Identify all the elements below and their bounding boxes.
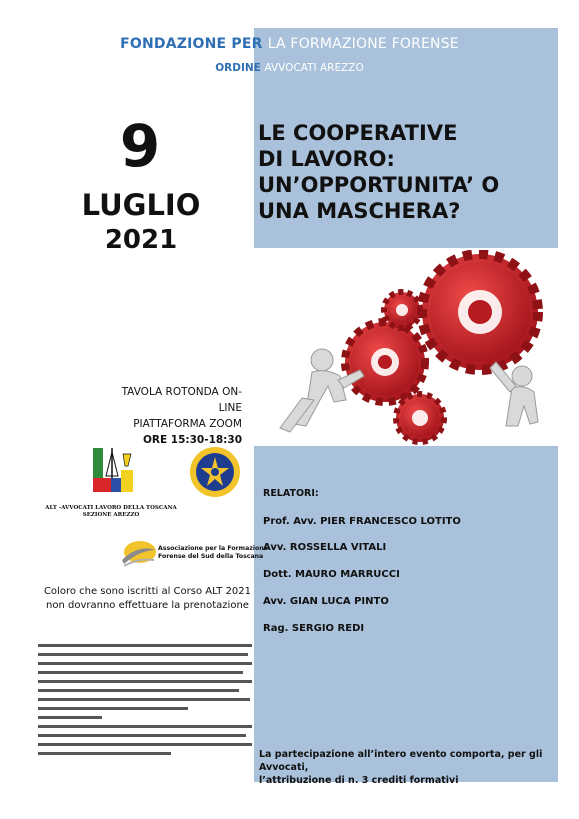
alt-course-notice: [40, 585, 255, 613]
event-platform: PIATTAFORMA ZOOM: [133, 418, 242, 430]
fine-print-line: [38, 689, 239, 692]
fine-print-line: [38, 734, 246, 737]
notice-line-2: non dovranno effettuare la prenotazione: [46, 600, 249, 611]
gear-small-icon: [384, 292, 420, 328]
association-name-line-1: Associazione per la Formazione: [158, 545, 268, 552]
speaker-item: Avv. ROSSELLA VITALI: [263, 542, 387, 553]
event-format: TAVOLA ROTONDA ON-LINE: [121, 386, 242, 414]
title-line-1: LE COOPERATIVE: [258, 121, 458, 145]
notice-line-1: Coloro che sono iscritti al Corso ALT 2021: [43, 586, 252, 597]
fine-print-line: [38, 743, 252, 746]
alt-caption: [36, 505, 186, 519]
credits-note: [259, 748, 551, 787]
fine-print-line: [38, 671, 243, 674]
speaker-item: Dott. MAURO MARRUCCI: [263, 569, 400, 580]
credits-line-1: La partecipazione all’intero evento comporta, per gli Avvocati,: [259, 749, 543, 773]
association-logo-icon: [118, 536, 158, 570]
foundation-seal-icon: [189, 446, 241, 498]
foundation-name-part2: LA FORMAZIONE FORENSE: [267, 36, 459, 52]
association-name-line-2: Forense del Sud della Toscana: [158, 553, 264, 560]
speaker-item: Avv. GIAN LUCA PINTO: [263, 596, 389, 607]
gear-large-icon: [422, 254, 538, 370]
gear-bottom-icon: [396, 394, 444, 442]
event-time: ORE 15:30-18:30: [142, 434, 242, 446]
gears-illustration: [254, 250, 558, 446]
gear-medium-icon: [345, 322, 425, 402]
foundation-name-part1: FONDAZIONE PER: [120, 36, 263, 52]
credits-line-2: l’attribuzione di n. 3 crediti formativi: [259, 775, 459, 786]
fine-print-line: [38, 698, 250, 701]
event-month: LUGLIO: [81, 188, 201, 222]
order-name-part1: ORDINE: [215, 62, 261, 74]
alt-logo-icon: [90, 446, 136, 498]
event-day: 9: [119, 112, 161, 180]
fine-print-line: [38, 662, 252, 665]
fine-print-line: [38, 644, 252, 647]
alt-caption-line-2: SEZIONE AREZZO: [82, 512, 140, 518]
title-line-4: UNA MASCHERA?: [258, 199, 461, 223]
event-title: [258, 120, 548, 224]
fine-print-line: [38, 653, 248, 656]
order-name: [0, 62, 579, 74]
association-name: [158, 545, 268, 561]
order-name-part2: AVVOCATI AREZZO: [264, 62, 364, 74]
fine-print-line: [38, 752, 171, 755]
foundation-name: [0, 36, 579, 52]
fine-print-block: [38, 644, 252, 776]
fine-print-line: [38, 716, 102, 719]
fine-print-line: [38, 680, 252, 683]
title-line-3: UN’OPPORTUNITA’ O: [258, 173, 500, 197]
speakers-label: RELATORI:: [263, 488, 319, 499]
event-info: [100, 384, 242, 448]
fine-print-line: [38, 707, 188, 710]
speaker-item: Rag. SERGIO REDI: [263, 623, 365, 634]
title-line-2: DI LAVORO:: [258, 147, 395, 171]
fine-print-line: [38, 725, 252, 728]
speaker-item: Prof. Avv. PIER FRANCESCO LOTITO: [263, 516, 461, 527]
figure-right-icon: [490, 362, 538, 426]
alt-caption-line-1: ALT -AVVOCATI LAVORO DELLA TOSCANA: [45, 505, 177, 511]
event-year: 2021: [104, 225, 178, 255]
